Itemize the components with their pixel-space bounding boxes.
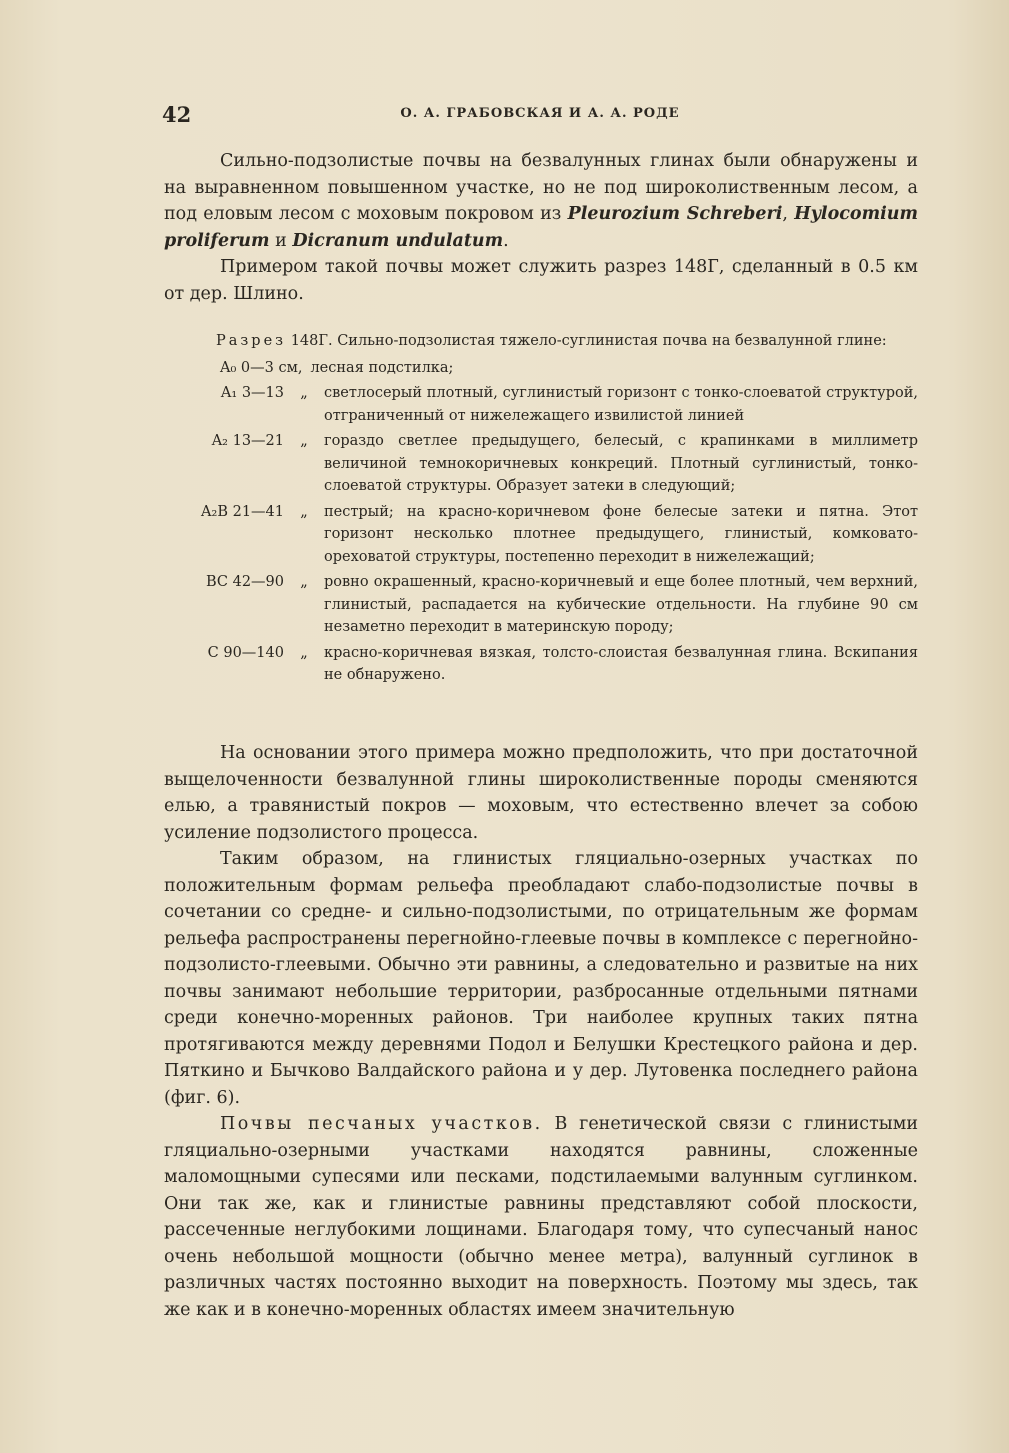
profile-intro-word: Разрез bbox=[216, 333, 287, 349]
paragraph-4: Таким образом, на глинистых гляциально-озерных участках по положительным формам рельефа преобладают слабо-подзолистые почвы в сочетании со средне- и сильно-подзолистыми, по отрицательным же формам рельефа распространены перегнойно-глеевые почвы в комплексе с перегнойно-подзолисто-глеевыми. Обычно эти равнины, а следовательно и развитые на них почвы занимают небольшие территории, разбросанные отдельными пятнами среди конечно-моренных районов. Три наиболее крупных таких пятна протягиваются между деревнями Подол и Белушки Крестецкого района и дер. Пяткино и Бычково Валдайского района и у дер. Лутовенка последнего района (фиг. 6). bbox=[164, 849, 918, 1108]
horizon-label: BC 42—90 bbox=[205, 574, 284, 590]
soil-profile bbox=[164, 330, 918, 690]
page-number: 42 bbox=[162, 102, 192, 127]
profile-intro: Разрез 148Г. Сильно-подзолистая тяжело-суглинистая почва на безвалунной глине: bbox=[216, 333, 887, 349]
ditto-mark: „ bbox=[300, 503, 308, 520]
ditto-mark: „ bbox=[300, 433, 308, 449]
horizon-label: C 90—140 bbox=[207, 644, 284, 661]
horizon-label: A₀ 0—3 см, bbox=[220, 359, 303, 376]
horizon-a0 bbox=[164, 357, 918, 380]
paragraph-5: Почвы песчаных участков. В генетической связи с глинистыми гляциально-озерными участками находятся равнины, сложенные маломощными супесями или песками, подстилаемыми валунным суглинком. Они так же, как и глинистые равнины представляют собой плоскости, рассеченные неглубокими лощинами. Благодаря тому, что супесчаный нанос очень небольшой мощности (обычно менее метра), валунный суглинок в различных частях постоянно выходит на поверхность. Поэтому мы здесь, так же как и в конечно-моренных областях имеем значительную bbox=[164, 1114, 918, 1320]
horizon-row bbox=[164, 430, 918, 498]
species-name: Hylocomium proliferum bbox=[164, 204, 918, 251]
horizon-description: пестрый; на красно-коричневом фоне белесые затеки и пятна. Этот горизонт несколько плотнее предыдущего, глинистый, комковато-ореховатой структуры, постепенно переходит в нижележащий; bbox=[324, 503, 918, 565]
ditto-mark: „ bbox=[300, 644, 308, 661]
page-header bbox=[162, 102, 918, 130]
horizon-description: красно-коричневая вязкая, толсто-слоистая безвалунная глина. Вскипания не обнаружено. bbox=[324, 644, 918, 683]
running-title: О. А. ГРАБОВСКАЯ И А. А. РОДЕ bbox=[400, 106, 680, 121]
horizon-description: светлосерый плотный, суглинистый горизонт с тонко-слоеватой структурой, отграниченный от нижележащего извилистой линией bbox=[324, 385, 918, 424]
species-name: Pleurozium Schreberi bbox=[567, 204, 783, 224]
horizon-description: лесная подстилка; bbox=[310, 359, 454, 376]
horizon-row bbox=[164, 501, 918, 569]
paragraph-3: На основании этого примера можно предположить, что при достаточной выщелоченности безвалунной глины широколиственные породы сменяются елью, а травянистый покров — моховым, что естественно влечет за собою усиление подзолистого процесса. bbox=[164, 743, 918, 843]
paragraph-1: Сильно-подзолистые почвы на безвалунных глинах были обнаружены и на выравненном повышенном участке, но не под широколиственным лесом, а под еловым лесом с моховым покровом из Pleurozium Schreberi, Hylocomium proliferum и Dicranum undulatum. bbox=[164, 151, 918, 251]
horizon-row bbox=[164, 571, 918, 639]
horizon-label: A₂ 13—21 bbox=[211, 433, 284, 449]
ditto-mark: „ bbox=[300, 574, 308, 590]
horizon-description: гораздо светлее предыдущего, белесый, с крапинками в миллиметр величиной темнокоричневых конкреций. Плотный суглинистый, тонко-слоеватой структуры. Образует затеки в следующий; bbox=[324, 433, 918, 494]
species-name: Dicranum undulatum bbox=[292, 230, 504, 251]
intro-section bbox=[164, 148, 918, 307]
section-heading: Почвы песчаных участков. bbox=[220, 1114, 543, 1134]
horizon-label: A₁ 3—13 bbox=[220, 385, 284, 401]
horizon-label: A₂B 21—41 bbox=[201, 503, 284, 520]
ditto-mark: „ bbox=[300, 385, 308, 401]
main-section bbox=[164, 740, 918, 1323]
horizon-description: ровно окрашенный, красно-коричневый и еще более плотный, чем верхний, глинистый, распадается на кубические отдельности. На глубине 90 см незаметно переходит в материнскую породу; bbox=[324, 574, 918, 635]
paragraph-2: Примером такой почвы может служить разрез 148Г, сделанный в 0.5 км от дер. Шлино. bbox=[164, 257, 918, 304]
horizon-row bbox=[164, 382, 918, 427]
horizon-row bbox=[164, 642, 918, 687]
